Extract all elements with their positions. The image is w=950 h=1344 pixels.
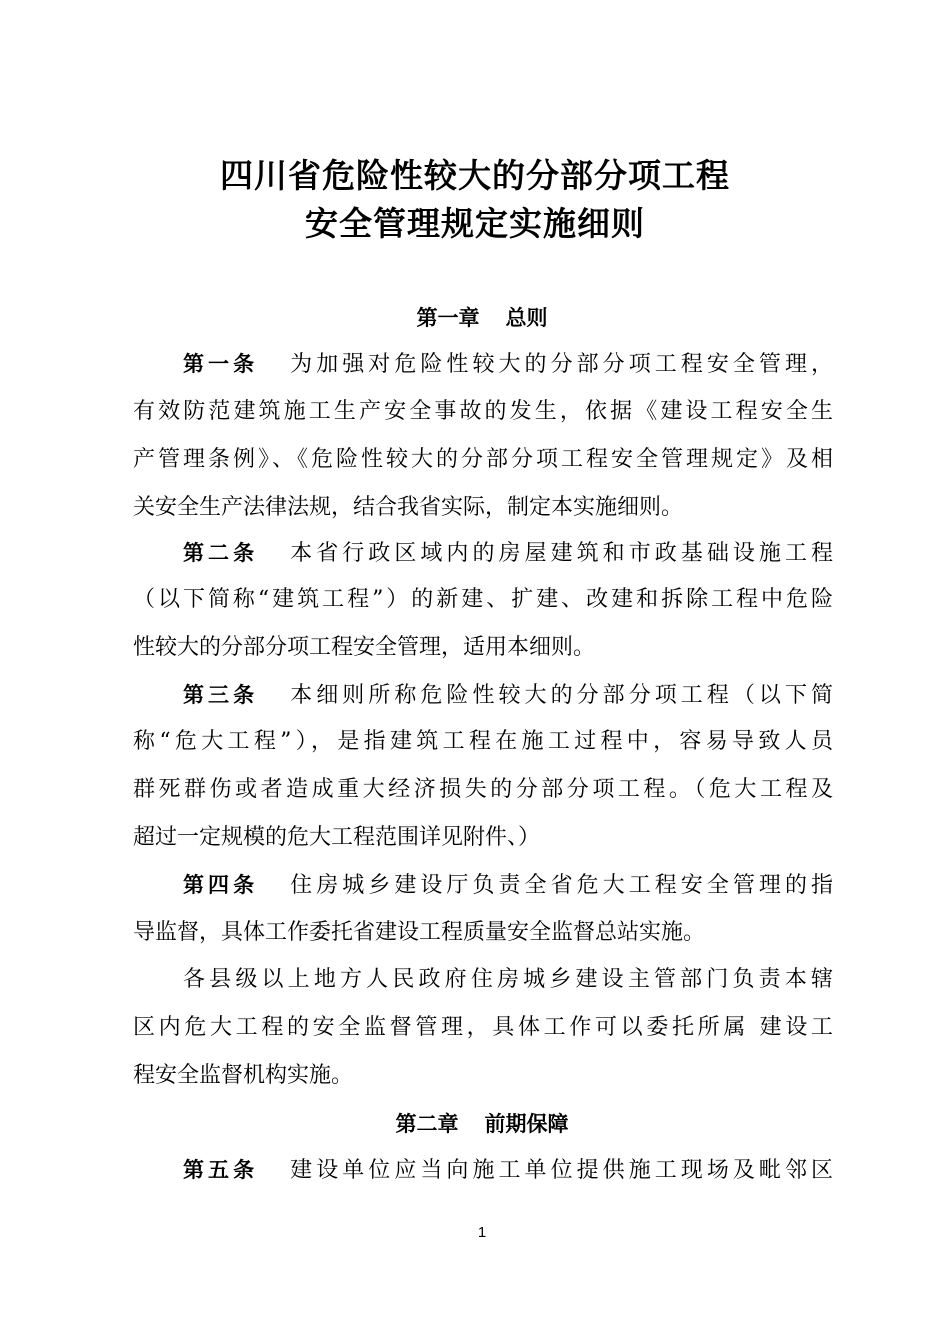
article-text: 本细则所称危险性较大的分部分项工程（以下简 — [286, 683, 833, 708]
article-4-line-1 — [183, 870, 833, 901]
article-text: 建设单位应当向施工单位提供施工现场及毗邻区 — [286, 1158, 833, 1183]
article-1-line-3: 产管理条例》、《危险性较大的分部分项工程安全管理规定》及相 — [133, 447, 833, 472]
article-2-line-2: （以下简称“建筑工程”）的新建、扩建、改建和拆除工程中危险 — [133, 587, 833, 612]
article-4-para-2-line-2: 区内危大工程的安全监督管理，具体工作可以委托所属 建设工 — [133, 1015, 833, 1040]
page-number: 1 — [477, 1224, 487, 1241]
article-label: 第四条 — [183, 873, 259, 897]
article-1-line-4: 关安全生产法律法规，结合我省实际，制定本实施细则。 — [133, 495, 684, 520]
article-2-line-3: 性较大的分部分项工程安全管理，适用本细则。 — [133, 635, 596, 660]
chapter-name: 前期保障 — [484, 1112, 569, 1136]
article-5-line-1 — [183, 1155, 833, 1186]
article-3-line-3: 群死群伤或者造成重大经济损失的分部分项工程。（危大工程及 — [133, 777, 833, 802]
article-2-line-1 — [183, 538, 833, 569]
article-label: 第三条 — [183, 683, 259, 707]
article-label: 第一条 — [183, 352, 259, 376]
article-4-para-2-line-1: 各县级以上地方人民政府住房城乡建设主管部门负责本辖 — [183, 967, 833, 992]
article-text: 住房城乡建设厅负责全省危大工程安全管理的指 — [286, 873, 833, 898]
chapter-heading-2 — [0, 1108, 950, 1138]
article-3-line-4: 超过一定规模的危大工程范围详见附件、） — [133, 825, 541, 850]
article-text: 本省行政区域内的房屋建筑和市政基础设施工程 — [286, 541, 833, 566]
chapter-name: 总则 — [505, 306, 548, 330]
article-text: 为加强对危险性较大的分部分项工程安全管理， — [286, 352, 833, 377]
article-label: 第五条 — [183, 1158, 259, 1182]
chapter-heading-1 — [0, 302, 950, 332]
chapter-number: 第二章 — [395, 1112, 459, 1136]
document-title-line-2: 安全管理规定实施细则 — [305, 204, 645, 243]
article-3-line-1 — [183, 680, 833, 711]
document-title-line-1: 四川省危险性较大的分部分项工程 — [220, 156, 730, 195]
article-label: 第二条 — [183, 541, 259, 565]
article-1-line-2: 有效防范建筑施工生产安全事故的发生，依据《建设工程安全生 — [133, 399, 833, 424]
article-4-line-2: 导监督，具体工作委托省建设工程质量安全监督总站实施。 — [133, 920, 706, 945]
article-1-line-1 — [183, 349, 833, 380]
article-3-line-2: 称“危大工程”），是指建筑工程在施工过程中，容易导致人员 — [133, 729, 833, 754]
chapter-number: 第一章 — [416, 306, 480, 330]
article-4-para-2-line-3: 程安全监督机构实施。 — [133, 1063, 354, 1088]
